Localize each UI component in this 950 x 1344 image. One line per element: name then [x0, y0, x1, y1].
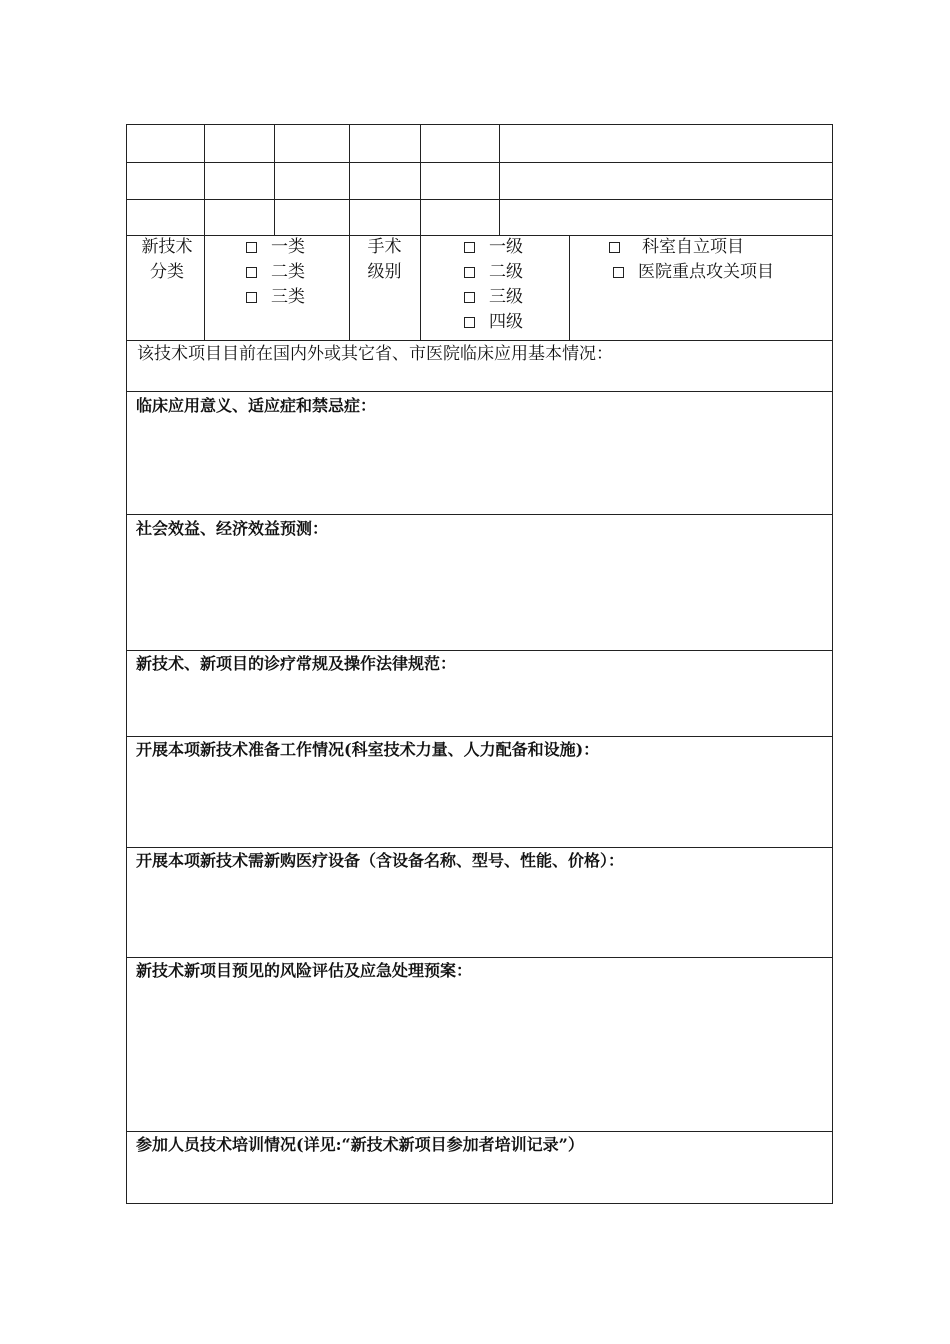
checkbox-icon[interactable] — [464, 317, 475, 328]
risk-heading: 新技术新项目预见的风险评估及应急处理预案： — [136, 961, 473, 980]
option-label: 一类 — [271, 237, 305, 257]
checkbox-icon[interactable] — [246, 242, 257, 253]
significance-heading: 临床应用意义、适应症和禁忌症： — [136, 396, 377, 415]
column-divider — [204, 235, 205, 340]
row-divider — [127, 340, 832, 341]
surgery-level-label-line2: 级别 — [367, 262, 402, 282]
checkbox-icon[interactable] — [613, 267, 624, 278]
checkbox-icon[interactable] — [246, 267, 257, 278]
option-label: 科室自立项目 — [642, 237, 744, 257]
option-label: 三类 — [271, 287, 305, 307]
column-divider — [420, 125, 421, 235]
checkbox-icon[interactable] — [464, 267, 475, 278]
category-option-3[interactable] — [246, 285, 305, 310]
surgery-level-option-1[interactable] — [464, 235, 523, 260]
option-label: 医院重点攻关项目 — [638, 262, 774, 282]
option-label: 三级 — [489, 287, 523, 307]
surgery-level-option-4[interactable] — [464, 310, 523, 335]
row-divider — [127, 391, 832, 392]
row-divider — [127, 514, 832, 515]
column-divider — [349, 125, 350, 235]
surgery-level-label — [357, 235, 412, 285]
category-option-2[interactable] — [246, 260, 305, 285]
category-label — [137, 235, 197, 285]
row-divider — [127, 199, 832, 200]
checkbox-icon[interactable] — [464, 242, 475, 253]
column-divider — [420, 235, 421, 340]
project-type-option-2[interactable] — [609, 260, 774, 285]
surgery-level-options — [464, 235, 523, 335]
clinical-status-heading: 该技术项目目前在国内外或其它省、市医院临床应用基本情况： — [137, 344, 613, 364]
category-label-line1: 新技术 — [141, 237, 193, 257]
surgery-level-option-3[interactable] — [464, 285, 523, 310]
option-label: 二级 — [489, 262, 523, 282]
benefits-heading: 社会效益、经济效益预测： — [136, 519, 329, 538]
equipment-heading: 开展本项新技术需新购医疗设备（含设备名称、型号、性能、价格）： — [136, 851, 625, 870]
training-heading: 参加人员技术培训情况(详见:“新技术新项目参加者培训记录”） — [136, 1135, 584, 1154]
project-type-options — [609, 235, 774, 285]
option-label: 四级 — [489, 312, 523, 332]
column-divider — [274, 125, 275, 235]
surgery-level-label-line1: 手术 — [367, 237, 402, 257]
option-label: 二类 — [271, 262, 305, 282]
column-divider — [499, 125, 500, 235]
column-divider — [204, 125, 205, 235]
project-type-option-1[interactable] — [609, 235, 774, 260]
column-divider — [349, 235, 350, 340]
column-divider — [569, 235, 570, 340]
norms-heading: 新技术、新项目的诊疗常规及操作法律规范： — [136, 654, 457, 673]
preparation-heading: 开展本项新技术准备工作情况(科室技术力量、人力配备和设施)： — [136, 740, 600, 759]
category-options — [246, 235, 305, 310]
category-label-line2: 分类 — [150, 262, 184, 282]
option-label: 一级 — [489, 237, 523, 257]
checkbox-icon[interactable] — [246, 292, 257, 303]
surgery-level-option-2[interactable] — [464, 260, 523, 285]
category-option-1[interactable] — [246, 235, 305, 260]
checkbox-icon[interactable] — [609, 242, 620, 253]
checkbox-icon[interactable] — [464, 292, 475, 303]
new-technology-application-form — [126, 124, 833, 1204]
row-divider — [127, 162, 832, 163]
